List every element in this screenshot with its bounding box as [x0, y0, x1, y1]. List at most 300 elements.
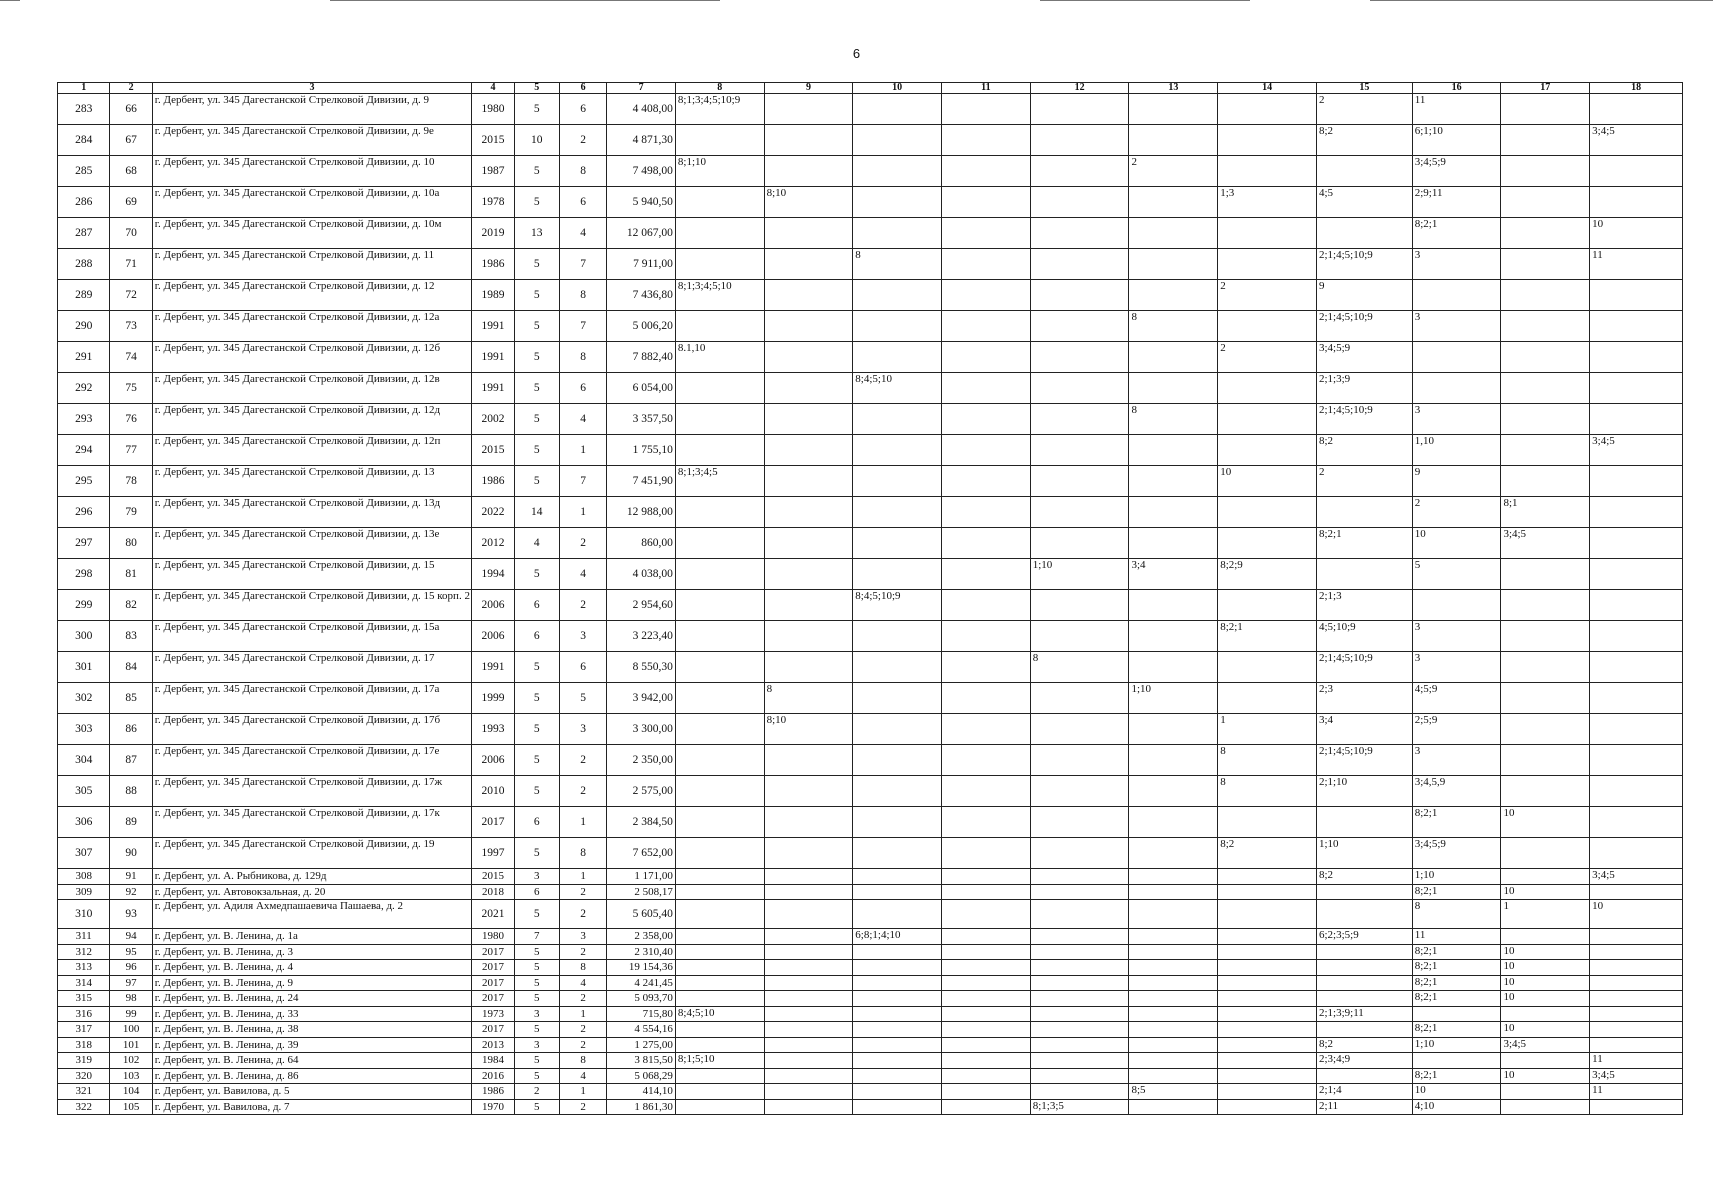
area-cell: 3 942,00 [607, 683, 676, 714]
area-cell: 4 408,00 [607, 94, 676, 125]
floors-cell: 5 [514, 1099, 559, 1115]
col-15-codes-cell: 8;2 [1316, 125, 1412, 156]
col-15-codes-cell: 2;1;4;5;10;9 [1316, 249, 1412, 280]
build-year-cell: 1991 [472, 311, 514, 342]
col-18-codes-cell [1590, 621, 1683, 652]
sub-number-cell: 84 [110, 652, 152, 683]
col-18-codes-cell [1590, 884, 1683, 900]
col-16-codes-cell: 3 [1412, 621, 1501, 652]
col-9-codes-cell [764, 466, 853, 497]
sub-number-cell: 88 [110, 776, 152, 807]
col-18-codes-cell: 3;4;5 [1590, 435, 1683, 466]
column-header-9: 9 [764, 83, 853, 94]
col-16-codes-cell [1412, 1006, 1501, 1022]
floors-cell: 5 [514, 1022, 559, 1038]
col-16-codes-cell: 8;2;1 [1412, 975, 1501, 991]
col-11-codes-cell [942, 991, 1031, 1007]
col-15-codes-cell: 3;4;5;9 [1316, 342, 1412, 373]
address-cell: г. Дербент, ул. В. Ленина, д. 1а [152, 929, 472, 945]
col-12-codes-cell [1030, 621, 1129, 652]
col-18-codes-cell [1590, 776, 1683, 807]
col-16-codes-cell: 3 [1412, 249, 1501, 280]
col-15-codes-cell: 1;10 [1316, 838, 1412, 869]
col-18-codes-cell [1590, 683, 1683, 714]
col-9-codes-cell: 8;10 [764, 714, 853, 745]
col-17-codes-cell [1501, 559, 1590, 590]
address-cell: г. Дербент, ул. 345 Дагестанской Стрелковой Дивизии, д. 13 [152, 466, 472, 497]
col-13-codes-cell [1129, 944, 1218, 960]
floors-cell: 5 [514, 187, 559, 218]
address-cell: г. Дербент, ул. В. Ленина, д. 3 [152, 944, 472, 960]
col-16-codes-cell: 5 [1412, 559, 1501, 590]
col-10-codes-cell [853, 404, 942, 435]
col-18-codes-cell [1590, 944, 1683, 960]
row-number-cell: 292 [58, 373, 110, 404]
col-16-codes-cell [1412, 590, 1501, 621]
col-15-codes-cell: 2;1;4;5;10;9 [1316, 745, 1412, 776]
col-8-codes-cell [675, 187, 764, 218]
col-18-codes-cell [1590, 373, 1683, 404]
build-year-cell: 2016 [472, 1068, 514, 1084]
build-year-cell: 2017 [472, 807, 514, 838]
col-11-codes-cell [942, 944, 1031, 960]
col-11-codes-cell [942, 466, 1031, 497]
table-row [58, 187, 1683, 218]
table-row [58, 373, 1683, 404]
sub-number-cell: 99 [110, 1006, 152, 1022]
col-9-codes-cell [764, 156, 853, 187]
col-11-codes-cell [942, 714, 1031, 745]
entrances-cell: 2 [559, 1022, 606, 1038]
col-13-codes-cell [1129, 869, 1218, 885]
col-16-codes-cell [1412, 373, 1501, 404]
col-9-codes-cell [764, 373, 853, 404]
col-18-codes-cell [1590, 94, 1683, 125]
sub-number-cell: 77 [110, 435, 152, 466]
entrances-cell: 7 [559, 311, 606, 342]
col-16-codes-cell: 8;2;1 [1412, 991, 1501, 1007]
sub-number-cell: 89 [110, 807, 152, 838]
row-number-cell: 302 [58, 683, 110, 714]
area-cell: 5 605,40 [607, 900, 676, 929]
table-row [58, 94, 1683, 125]
col-14-codes-cell: 8;2 [1218, 838, 1317, 869]
col-11-codes-cell [942, 249, 1031, 280]
col-9-codes-cell [764, 900, 853, 929]
table-row [58, 714, 1683, 745]
col-12-codes-cell [1030, 497, 1129, 528]
col-13-codes-cell [1129, 621, 1218, 652]
col-17-codes-cell [1501, 776, 1590, 807]
col-18-codes-cell [1590, 590, 1683, 621]
col-16-codes-cell: 8;2;1 [1412, 1068, 1501, 1084]
col-10-codes-cell [853, 1053, 942, 1069]
col-14-codes-cell [1218, 944, 1317, 960]
table-row [58, 590, 1683, 621]
table-row [58, 776, 1683, 807]
col-16-codes-cell: 1;10 [1412, 869, 1501, 885]
col-8-codes-cell [675, 497, 764, 528]
col-10-codes-cell [853, 559, 942, 590]
sub-number-cell: 101 [110, 1037, 152, 1053]
col-11-codes-cell [942, 1053, 1031, 1069]
build-year-cell: 2015 [472, 869, 514, 885]
row-number-cell: 314 [58, 975, 110, 991]
col-18-codes-cell [1590, 960, 1683, 976]
address-cell: г. Дербент, ул. 345 Дагестанской Стрелковой Дивизии, д. 13е [152, 528, 472, 559]
column-header-6: 6 [559, 83, 606, 94]
col-17-codes-cell [1501, 249, 1590, 280]
col-15-codes-cell: 8;2 [1316, 1037, 1412, 1053]
col-11-codes-cell [942, 218, 1031, 249]
sub-number-cell: 69 [110, 187, 152, 218]
build-year-cell: 1991 [472, 373, 514, 404]
row-number-cell: 303 [58, 714, 110, 745]
col-11-codes-cell [942, 1099, 1031, 1115]
address-cell: г. Дербент, ул. Вавилова, д. 5 [152, 1084, 472, 1100]
row-number-cell: 322 [58, 1099, 110, 1115]
table-row [58, 280, 1683, 311]
build-year-cell: 2018 [472, 884, 514, 900]
col-8-codes-cell [675, 528, 764, 559]
col-17-codes-cell: 10 [1501, 884, 1590, 900]
col-16-codes-cell: 3 [1412, 404, 1501, 435]
floors-cell: 6 [514, 884, 559, 900]
col-18-codes-cell: 10 [1590, 900, 1683, 929]
col-15-codes-cell: 2 [1316, 466, 1412, 497]
col-15-codes-cell: 2;3;4;9 [1316, 1053, 1412, 1069]
floors-cell: 4 [514, 528, 559, 559]
address-cell: г. Дербент, ул. Автовокзальная, д. 20 [152, 884, 472, 900]
col-10-codes-cell [853, 311, 942, 342]
col-18-codes-cell: 3;4;5 [1590, 125, 1683, 156]
col-14-codes-cell [1218, 652, 1317, 683]
col-10-codes-cell [853, 435, 942, 466]
col-8-codes-cell [675, 1037, 764, 1053]
col-11-codes-cell [942, 1084, 1031, 1100]
address-cell: г. Дербент, ул. В. Ленина, д. 86 [152, 1068, 472, 1084]
sub-number-cell: 66 [110, 94, 152, 125]
col-10-codes-cell [853, 1068, 942, 1084]
col-16-codes-cell: 4;5;9 [1412, 683, 1501, 714]
build-year-cell: 1986 [472, 466, 514, 497]
col-18-codes-cell [1590, 929, 1683, 945]
build-year-cell: 1993 [472, 714, 514, 745]
col-18-codes-cell [1590, 975, 1683, 991]
col-13-codes-cell [1129, 497, 1218, 528]
build-year-cell: 1986 [472, 249, 514, 280]
col-11-codes-cell [942, 869, 1031, 885]
sub-number-cell: 97 [110, 975, 152, 991]
build-year-cell: 2021 [472, 900, 514, 929]
sub-number-cell: 96 [110, 960, 152, 976]
scan-edge-line [0, 0, 20, 1]
col-11-codes-cell [942, 975, 1031, 991]
entrances-cell: 8 [559, 342, 606, 373]
build-year-cell: 1994 [472, 559, 514, 590]
entrances-cell: 2 [559, 1099, 606, 1115]
col-18-codes-cell [1590, 1037, 1683, 1053]
col-11-codes-cell [942, 1006, 1031, 1022]
col-9-codes-cell [764, 652, 853, 683]
floors-cell: 5 [514, 652, 559, 683]
build-year-cell: 2022 [472, 497, 514, 528]
sub-number-cell: 95 [110, 944, 152, 960]
col-12-codes-cell [1030, 94, 1129, 125]
row-number-cell: 285 [58, 156, 110, 187]
floors-cell: 5 [514, 1053, 559, 1069]
address-cell: г. Дербент, ул. В. Ленина, д. 38 [152, 1022, 472, 1038]
col-14-codes-cell [1218, 991, 1317, 1007]
col-14-codes-cell [1218, 1053, 1317, 1069]
col-9-codes-cell [764, 125, 853, 156]
col-15-codes-cell: 2;1;3;9 [1316, 373, 1412, 404]
floors-cell: 6 [514, 590, 559, 621]
col-16-codes-cell: 3 [1412, 652, 1501, 683]
col-14-codes-cell [1218, 1084, 1317, 1100]
sub-number-cell: 76 [110, 404, 152, 435]
sub-number-cell: 85 [110, 683, 152, 714]
col-16-codes-cell: 2 [1412, 497, 1501, 528]
col-12-codes-cell: 8 [1030, 652, 1129, 683]
col-8-codes-cell: 8;4;5;10 [675, 1006, 764, 1022]
col-14-codes-cell [1218, 218, 1317, 249]
floors-cell: 5 [514, 900, 559, 929]
col-14-codes-cell: 10 [1218, 466, 1317, 497]
table-row [58, 929, 1683, 945]
col-18-codes-cell [1590, 404, 1683, 435]
col-11-codes-cell [942, 404, 1031, 435]
col-17-codes-cell [1501, 1099, 1590, 1115]
col-10-codes-cell [853, 776, 942, 807]
build-year-cell: 2006 [472, 745, 514, 776]
area-cell: 2 350,00 [607, 745, 676, 776]
col-12-codes-cell [1030, 342, 1129, 373]
col-14-codes-cell [1218, 435, 1317, 466]
col-8-codes-cell [675, 944, 764, 960]
entrances-cell: 6 [559, 94, 606, 125]
row-number-cell: 312 [58, 944, 110, 960]
col-8-codes-cell [675, 991, 764, 1007]
row-number-cell: 315 [58, 991, 110, 1007]
area-cell: 2 384,50 [607, 807, 676, 838]
col-16-codes-cell: 4;10 [1412, 1099, 1501, 1115]
col-12-codes-cell [1030, 1053, 1129, 1069]
col-16-codes-cell: 6;1;10 [1412, 125, 1501, 156]
floors-cell: 5 [514, 944, 559, 960]
table-row [58, 404, 1683, 435]
build-year-cell: 1973 [472, 1006, 514, 1022]
col-18-codes-cell [1590, 652, 1683, 683]
row-number-cell: 299 [58, 590, 110, 621]
sub-number-cell: 70 [110, 218, 152, 249]
col-14-codes-cell [1218, 1022, 1317, 1038]
area-cell: 7 451,90 [607, 466, 676, 497]
build-year-cell: 2006 [472, 590, 514, 621]
row-number-cell: 297 [58, 528, 110, 559]
row-number-cell: 301 [58, 652, 110, 683]
col-15-codes-cell [1316, 960, 1412, 976]
col-9-codes-cell [764, 218, 853, 249]
row-number-cell: 294 [58, 435, 110, 466]
col-13-codes-cell: 3;4 [1129, 559, 1218, 590]
table-row [58, 745, 1683, 776]
col-13-codes-cell [1129, 590, 1218, 621]
col-11-codes-cell [942, 1037, 1031, 1053]
area-cell: 3 357,50 [607, 404, 676, 435]
col-17-codes-cell [1501, 218, 1590, 249]
floors-cell: 5 [514, 559, 559, 590]
col-14-codes-cell [1218, 404, 1317, 435]
col-11-codes-cell [942, 1068, 1031, 1084]
sub-number-cell: 86 [110, 714, 152, 745]
floors-cell: 5 [514, 776, 559, 807]
col-12-codes-cell [1030, 1068, 1129, 1084]
col-16-codes-cell: 3;4;5;9 [1412, 156, 1501, 187]
address-cell: г. Дербент, ул. 345 Дагестанской Стрелковой Дивизии, д. 17е [152, 745, 472, 776]
col-11-codes-cell [942, 1022, 1031, 1038]
sub-number-cell: 102 [110, 1053, 152, 1069]
floors-cell: 2 [514, 1084, 559, 1100]
row-number-cell: 289 [58, 280, 110, 311]
address-cell: г. Дербент, ул. 345 Дагестанской Стрелковой Дивизии, д. 15а [152, 621, 472, 652]
col-9-codes-cell [764, 929, 853, 945]
sub-number-cell: 74 [110, 342, 152, 373]
address-cell: г. Дербент, ул. 345 Дагестанской Стрелковой Дивизии, д. 12а [152, 311, 472, 342]
col-12-codes-cell [1030, 187, 1129, 218]
col-14-codes-cell [1218, 156, 1317, 187]
sub-number-cell: 81 [110, 559, 152, 590]
table-row [58, 900, 1683, 929]
col-18-codes-cell: 10 [1590, 218, 1683, 249]
table-body [58, 94, 1683, 1115]
col-12-codes-cell [1030, 975, 1129, 991]
col-14-codes-cell [1218, 125, 1317, 156]
address-cell: г. Дербент, ул. 345 Дагестанской Стрелковой Дивизии, д. 9е [152, 125, 472, 156]
col-11-codes-cell [942, 776, 1031, 807]
col-16-codes-cell: 11 [1412, 929, 1501, 945]
col-16-codes-cell: 1;10 [1412, 1037, 1501, 1053]
col-16-codes-cell: 11 [1412, 94, 1501, 125]
scan-edge-line [330, 0, 720, 1]
col-8-codes-cell [675, 125, 764, 156]
col-17-codes-cell [1501, 125, 1590, 156]
row-number-cell: 306 [58, 807, 110, 838]
col-18-codes-cell [1590, 807, 1683, 838]
col-13-codes-cell [1129, 373, 1218, 404]
col-10-codes-cell [853, 1006, 942, 1022]
entrances-cell: 8 [559, 1053, 606, 1069]
scan-edge-line [1040, 0, 1250, 1]
table-row [58, 1037, 1683, 1053]
col-17-codes-cell: 1 [1501, 900, 1590, 929]
table-row [58, 944, 1683, 960]
col-10-codes-cell [853, 466, 942, 497]
col-13-codes-cell [1129, 991, 1218, 1007]
col-14-codes-cell [1218, 900, 1317, 929]
col-11-codes-cell [942, 884, 1031, 900]
floors-cell: 5 [514, 280, 559, 311]
page-number: 6 [852, 46, 861, 61]
col-8-codes-cell [675, 1099, 764, 1115]
col-9-codes-cell [764, 944, 853, 960]
col-13-codes-cell [1129, 975, 1218, 991]
area-cell: 3 815,50 [607, 1053, 676, 1069]
col-17-codes-cell: 10 [1501, 807, 1590, 838]
build-year-cell: 2017 [472, 975, 514, 991]
col-18-codes-cell [1590, 156, 1683, 187]
sub-number-cell: 75 [110, 373, 152, 404]
entrances-cell: 2 [559, 590, 606, 621]
col-11-codes-cell [942, 807, 1031, 838]
col-12-codes-cell: 1;10 [1030, 559, 1129, 590]
col-18-codes-cell [1590, 1022, 1683, 1038]
col-16-codes-cell: 8;2;1 [1412, 960, 1501, 976]
col-13-codes-cell [1129, 280, 1218, 311]
entrances-cell: 3 [559, 621, 606, 652]
entrances-cell: 2 [559, 884, 606, 900]
address-cell: г. Дербент, ул. 345 Дагестанской Стрелковой Дивизии, д. 15 корп. 2 [152, 590, 472, 621]
area-cell: 4 871,30 [607, 125, 676, 156]
col-15-codes-cell: 2;1;10 [1316, 776, 1412, 807]
col-8-codes-cell [675, 975, 764, 991]
col-17-codes-cell [1501, 1053, 1590, 1069]
row-number-cell: 321 [58, 1084, 110, 1100]
row-number-cell: 288 [58, 249, 110, 280]
col-12-codes-cell [1030, 311, 1129, 342]
col-15-codes-cell [1316, 497, 1412, 528]
col-17-codes-cell [1501, 187, 1590, 218]
col-12-codes-cell [1030, 1006, 1129, 1022]
col-12-codes-cell [1030, 745, 1129, 776]
table-row [58, 156, 1683, 187]
build-year-cell: 1991 [472, 652, 514, 683]
col-8-codes-cell [675, 714, 764, 745]
col-11-codes-cell [942, 929, 1031, 945]
table-row [58, 559, 1683, 590]
table-row [58, 960, 1683, 976]
sub-number-cell: 100 [110, 1022, 152, 1038]
floors-cell: 6 [514, 621, 559, 652]
address-cell: г. Дербент, ул. В. Ленина, д. 9 [152, 975, 472, 991]
col-13-codes-cell [1129, 125, 1218, 156]
col-10-codes-cell [853, 683, 942, 714]
table-row [58, 1006, 1683, 1022]
col-16-codes-cell [1412, 342, 1501, 373]
col-15-codes-cell: 2;1;4 [1316, 1084, 1412, 1100]
column-header-16: 16 [1412, 83, 1501, 94]
col-14-codes-cell [1218, 311, 1317, 342]
entrances-cell: 2 [559, 991, 606, 1007]
col-14-codes-cell [1218, 1006, 1317, 1022]
col-15-codes-cell [1316, 1022, 1412, 1038]
build-year-cell: 1978 [472, 187, 514, 218]
col-13-codes-cell [1129, 466, 1218, 497]
col-16-codes-cell: 8 [1412, 900, 1501, 929]
entrances-cell: 4 [559, 975, 606, 991]
col-12-codes-cell [1030, 960, 1129, 976]
floors-cell: 14 [514, 497, 559, 528]
col-18-codes-cell [1590, 1099, 1683, 1115]
col-16-codes-cell: 3;4,5,9 [1412, 776, 1501, 807]
col-17-codes-cell [1501, 745, 1590, 776]
entrances-cell: 2 [559, 776, 606, 807]
col-14-codes-cell [1218, 249, 1317, 280]
col-10-codes-cell [853, 497, 942, 528]
entrances-cell: 1 [559, 869, 606, 885]
col-14-codes-cell: 8 [1218, 745, 1317, 776]
col-12-codes-cell [1030, 838, 1129, 869]
